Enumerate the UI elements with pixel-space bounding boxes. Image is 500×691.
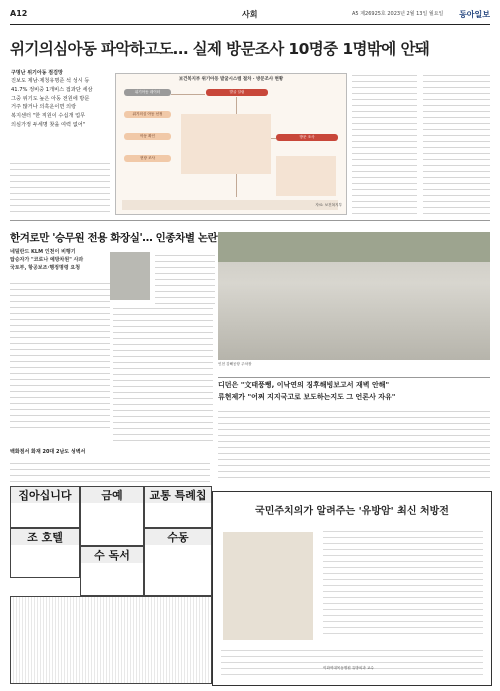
lead-line-6: 복지센터 "한 직원이 수십개 업무 xyxy=(11,113,86,120)
infographic-title: 보건복지부 위기아동 발굴시스템 절차 · 방문조사 현황 xyxy=(178,77,284,82)
toilet-sub-2: 탑승자가 "코로나 예방차원" 사과 xyxy=(10,257,84,263)
article-text-col xyxy=(10,280,110,430)
classified-ad xyxy=(80,546,144,596)
date-line: A5 제26925호 2023년 2월 13일 월요일 xyxy=(352,11,444,17)
section-title: 사회 xyxy=(242,10,258,19)
main-headline: 위기의심아동 파악하고도… 실제 방문조사 10명중 1명밖에 안돼 xyxy=(10,40,430,58)
classified-listings xyxy=(10,596,212,684)
parking-lot-photo xyxy=(218,232,490,360)
lead-line-1: 구멍난 위기아동 점검망 xyxy=(11,70,63,76)
medical-ad xyxy=(212,491,492,686)
photo-caption: 인천 김해공항 주차장 xyxy=(218,362,252,366)
classified-title: 집아십니다 xyxy=(11,487,79,503)
lead-line-5: 거주 많거나 의혹운이면 의랑 xyxy=(11,104,77,111)
classified-section xyxy=(10,486,210,684)
feature-quote-2: 류현제가 "어쩌 지지국고로 보도하는지도 그 언론사 자유" xyxy=(218,393,396,401)
classified-ad xyxy=(144,528,212,596)
info-node-5: 발굴 알림 xyxy=(206,89,268,96)
brief-headline: 백화점서 화재 20대 2남도 성벽서 xyxy=(10,449,86,455)
classified-title: 금예 xyxy=(81,487,143,503)
ad-book-image xyxy=(223,532,313,640)
info-footer-bar xyxy=(122,200,338,210)
ad-subtitle: 이화여대목동병원 유방외과 교수 xyxy=(323,666,374,670)
lead-line-2: 진보도 제남·제청유명준 석 성시 등 xyxy=(11,78,90,84)
connector xyxy=(171,94,205,95)
page-number: A12 xyxy=(10,9,28,18)
toilet-sub-3: 국토부, 항공보조·행정명령 요청 xyxy=(10,265,81,271)
page-header xyxy=(10,9,490,23)
feature-quote: 디던은 "文태풍뻥, 이낙연의 징후해빙보고서 재벽 안해" xyxy=(218,381,390,389)
ad-text xyxy=(323,528,483,638)
classified-title: 조 호텔 xyxy=(11,529,79,545)
infographic-source: 자료: 보건복지부 xyxy=(315,203,342,207)
header-rule xyxy=(10,24,490,25)
info-node-3: 아동 확인 xyxy=(124,133,171,140)
newspaper-logo: 동아일보 xyxy=(459,9,490,19)
article-text-col xyxy=(155,252,215,304)
section-divider xyxy=(10,220,490,221)
classified-ad xyxy=(144,486,212,528)
info-node-6: 방문 조사 xyxy=(276,134,338,141)
article-text-col xyxy=(10,160,110,216)
classified-title: 교통 특례칩 xyxy=(145,487,211,503)
article-text-col xyxy=(10,460,210,484)
classified-ad xyxy=(10,486,80,528)
article-text-col xyxy=(113,305,213,445)
classified-ad xyxy=(80,486,144,546)
article-text-col xyxy=(218,408,490,480)
toilet-sub-1: 네덜란드 KLM 인천이 비행기 xyxy=(10,249,76,255)
lead-line-3: 41.7% 정비중 1개비스 접과단 세삼 xyxy=(11,86,93,93)
classified-ad xyxy=(10,528,80,578)
classified-title: 수 독서 xyxy=(81,547,143,563)
info-detail-panel xyxy=(276,156,336,196)
treeline xyxy=(218,232,490,262)
info-node-2: 위기의심 아동 선정 xyxy=(124,111,171,118)
toilet-subheads xyxy=(10,248,110,272)
person-photo xyxy=(110,252,150,300)
lead-line-7: 의심가정 두세명 찾을 여력 없어" xyxy=(11,121,86,128)
lead-line-4: 그중 위기도 높은 아동 전원에 방문 xyxy=(11,95,90,102)
info-node-4: 현장 조사 xyxy=(124,155,171,162)
ad-title: 국민주치의가 알려주는 '유방암' 최신 처방전 xyxy=(255,506,449,517)
article-text-col xyxy=(352,72,417,215)
classified-title: 수동 xyxy=(145,529,211,545)
lead-summary xyxy=(11,70,111,130)
quote-divider xyxy=(218,377,490,378)
ad-footer-text xyxy=(221,647,483,677)
toilet-headline: 한겨로만 '승무원 전용 화장실'… 인종차별 논란 xyxy=(10,232,218,244)
infographic-box xyxy=(115,73,347,215)
article-text-col xyxy=(423,72,490,215)
info-detail-panel xyxy=(181,114,271,174)
info-node-1: 위기아동 데이터 xyxy=(124,89,171,96)
